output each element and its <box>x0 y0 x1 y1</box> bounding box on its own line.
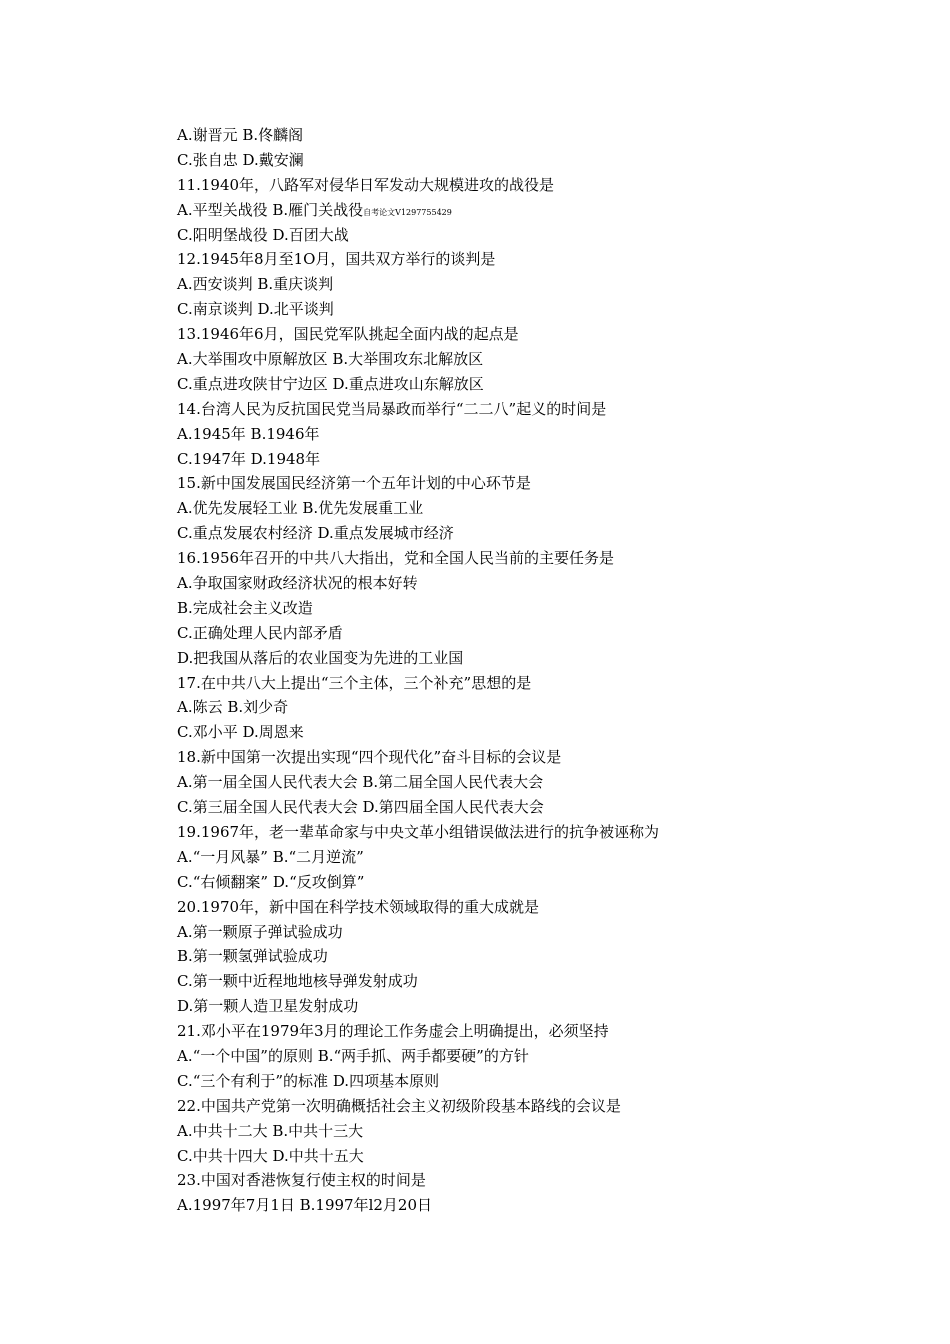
text-line: A.第一届全国人民代表大会 B.第二届全国人民代表大会 <box>177 773 544 792</box>
text-line: C.中共十四大 D.中共十五大 <box>177 1146 364 1165</box>
text-line: C.第三届全国人民代表大会 D.第四届全国人民代表大会 <box>177 798 544 817</box>
question-text-block <box>177 123 877 1218</box>
text-line: C.阳明堡战役 D.百团大战 <box>177 225 349 244</box>
text-line: A.“一个中国”的原则 B.“两手抓、两手都要硬”的方针 <box>177 1046 529 1065</box>
text-line: 22.中国共产党第一次明确概括社会主义初级阶段基本路线的会议是 <box>177 1096 621 1115</box>
text-line: 15.新中国发展国民经济第一个五年计划的中心环节是 <box>177 474 531 493</box>
text-line: 20.1970年，新中国在科学技术领域取得的重大成就是 <box>177 897 540 916</box>
text-line: A.大举围攻中原解放区 B.大举围攻东北解放区 <box>177 350 484 369</box>
text-line: C.第一颗中近程地地核导弹发射成功 <box>177 972 418 991</box>
text-line: A.平型关战役 B.雁门关战役 <box>177 200 364 219</box>
text-line: 17.在中共八大上提出“三个主体，三个补充”思想的是 <box>177 673 532 692</box>
text-line: A.第一颗原子弹试验成功 <box>177 922 343 941</box>
text-line: 16.1956年召开的中共八大指出，党和全国人民当前的主要任务是 <box>177 549 615 568</box>
text-line: A.1997年7月1日 B.1997年l2月20日 <box>177 1196 433 1215</box>
text-line: C.邓小平 D.周恩来 <box>177 723 304 742</box>
text-line: C.重点发展农村经济 D.重点发展城市经济 <box>177 524 454 543</box>
watermark-note: 自考论文V1297755429 <box>363 207 452 217</box>
text-line: A.“一月风暴” B.“二月逆流” <box>177 847 364 866</box>
text-line: 13.1946年6月，国民党军队挑起全面内战的起点是 <box>177 325 519 344</box>
text-line: C.1947年 D.1948年 <box>177 449 321 468</box>
text-line: C.张自忠 D.戴安澜 <box>177 150 304 169</box>
text-line: 19.1967年，老一辈革命家与中央文革小组错误做法进行的抗争被诬称为 <box>177 822 660 841</box>
text-line: D.第一颗人造卫星发射成功 <box>177 997 359 1016</box>
text-line: A.1945年 B.1946年 <box>177 424 320 443</box>
text-line: C.重点进攻陕甘宁边区 D.重点进攻山东解放区 <box>177 374 484 393</box>
text-line: 18.新中国第一次提出实现“四个现代化”奋斗目标的会议是 <box>177 748 562 767</box>
text-line: 23.中国对香港恢复行使主权的时间是 <box>177 1171 426 1190</box>
text-line: C.南京谈判 D.北平谈判 <box>177 300 334 319</box>
text-line: 11.1940年，八路军对侵华日军发动大规模进攻的战役是 <box>177 175 555 194</box>
text-line: A.优先发展轻工业 B.优先发展重工业 <box>177 499 424 518</box>
text-line: 12.1945年8月至1O月，国共双方举行的谈判是 <box>177 250 496 269</box>
text-line: C.“三个有利于”的标准 D.四项基本原则 <box>177 1071 440 1090</box>
text-line: A.争取国家财政经济状况的根本好转 <box>177 574 418 593</box>
text-line-with-note <box>177 198 877 223</box>
text-line: C.“右倾翻案” D.“反攻倒算” <box>177 872 365 891</box>
text-line: B.第一颗氢弹试验成功 <box>177 947 328 966</box>
text-line: D.把我国从落后的农业国变为先进的工业国 <box>177 648 464 667</box>
text-line: A.西安谈判 B.重庆谈判 <box>177 275 334 294</box>
text-line: C.正确处理人民内部矛盾 <box>177 623 343 642</box>
text-line: 21.邓小平在1979年3月的理论工作务虚会上明确提出，必须坚持 <box>177 1022 609 1041</box>
text-line: A.陈云 B.刘少奇 <box>177 698 289 717</box>
text-line: A.中共十二大 B.中共十三大 <box>177 1121 364 1140</box>
text-line: A.谢晋元 B.佟麟阁 <box>177 126 304 144</box>
text-line: 14.台湾人民为反抗国民党当局暴政而举行“二二八”起义的时间是 <box>177 399 607 418</box>
text-line: B.完成社会主义改造 <box>177 598 313 617</box>
